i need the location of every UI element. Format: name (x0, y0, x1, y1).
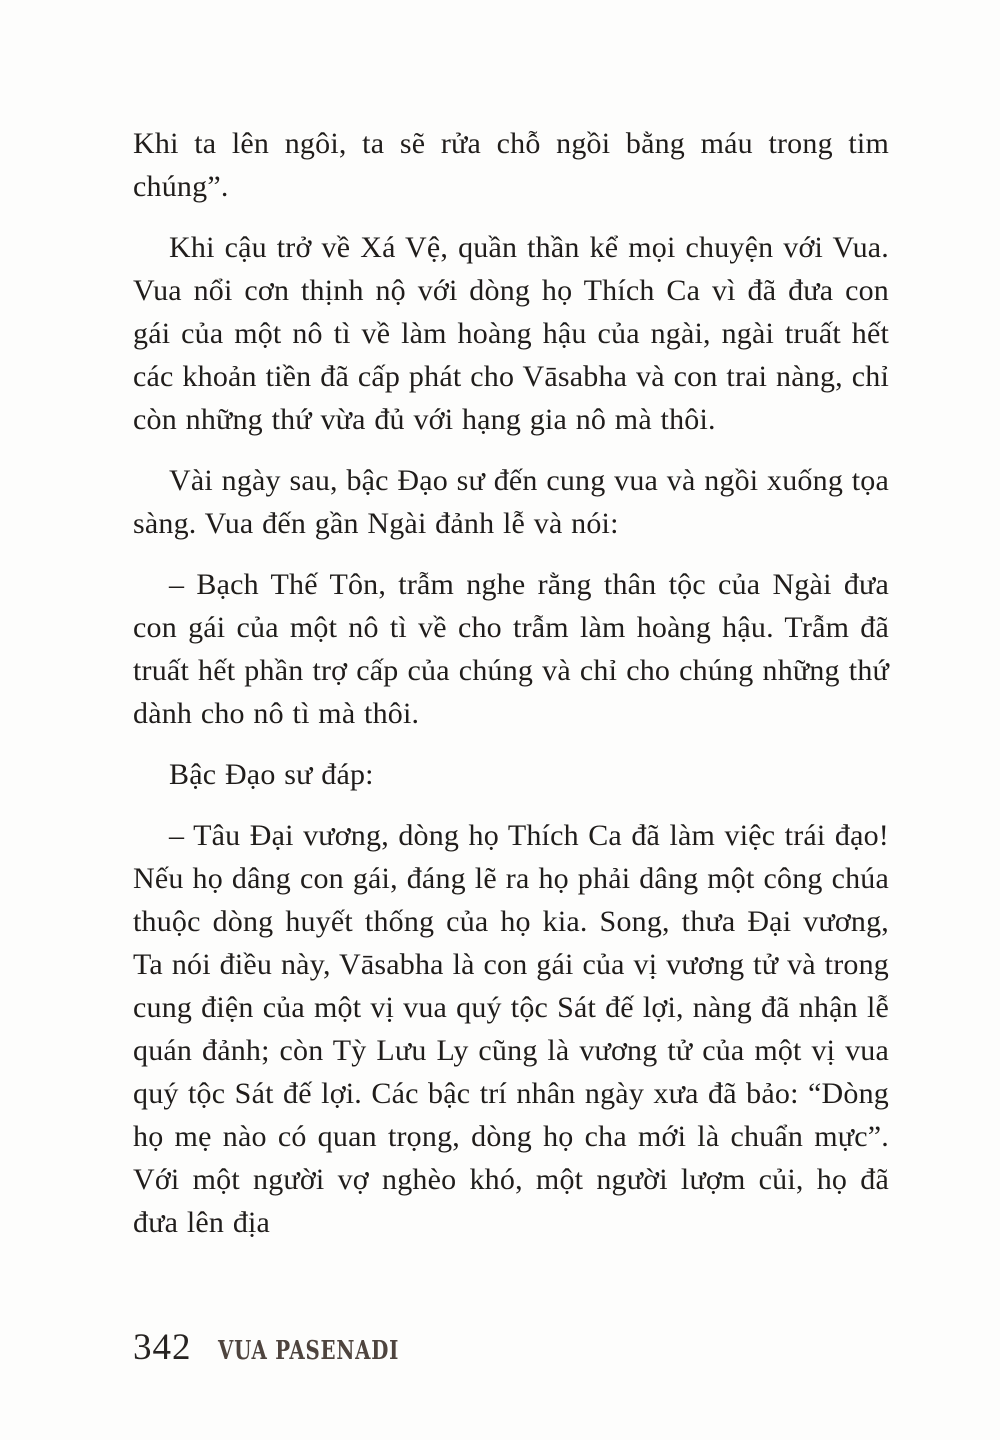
body-paragraph-dialogue: – Tâu Đại vương, dòng họ Thích Ca đã làm việc trái đạo! Nếu họ dâng con gái, đáng lẽ ra họ phải dâng một công chúa thuộc dòng huyết thống của họ kia. Song, thưa Đại vương, Ta nói điều này, Vāsabha là con gái của vị vương tử và trong cung điện của một vị vua quý tộc Sát đế lợi, nàng đã nhận lễ quán đảnh; còn Tỳ Lưu Ly cũng là vương tử của một vị vua quý tộc Sát đế lợi. Các bậc trí nhân ngày xưa đã bảo: “Dòng họ mẹ nào có quan trọng, dòng họ cha mới là chuẩn mực”. Với một người vợ nghèo khó, một người lượm củi, họ đã đưa lên địa (133, 819, 889, 1239)
page-number: 342 (133, 1327, 192, 1368)
body-paragraph: Bậc Đạo sư đáp: (169, 758, 374, 791)
text-block (133, 122, 889, 1244)
body-paragraph-continuation: Khi ta lên ngôi, ta sẽ rửa chỗ ngồi bằng máu trong tim chúng”. (133, 127, 889, 203)
body-paragraph: Khi cậu trở về Xá Vệ, quần thần kể mọi chuyện với Vua. Vua nổi cơn thịnh nộ với dòng họ Thích Ca vì đã đưa con gái của một nô tì về làm hoàng hậu của ngài, ngài truất hết các khoản tiền đã cấp phát cho Vāsabha và con trai nàng, chỉ còn những thứ vừa đủ với hạng gia nô mà thôi. (133, 231, 889, 436)
page-footer (133, 1326, 456, 1369)
running-title: VUA PASENADI (217, 1336, 399, 1366)
body-paragraph: Vài ngày sau, bậc Đạo sư đến cung vua và ngồi xuống tọa sàng. Vua đến gần Ngài đảnh lễ và nói: (133, 464, 889, 540)
body-paragraph-dialogue: – Bạch Thế Tôn, trẫm nghe rằng thân tộc của Ngài đưa con gái của một nô tì về cho trẫm làm hoàng hậu. Trẫm đã truất hết phần trợ cấp của chúng và chỉ cho chúng những thứ dành cho nô tì mà thôi. (133, 568, 889, 730)
